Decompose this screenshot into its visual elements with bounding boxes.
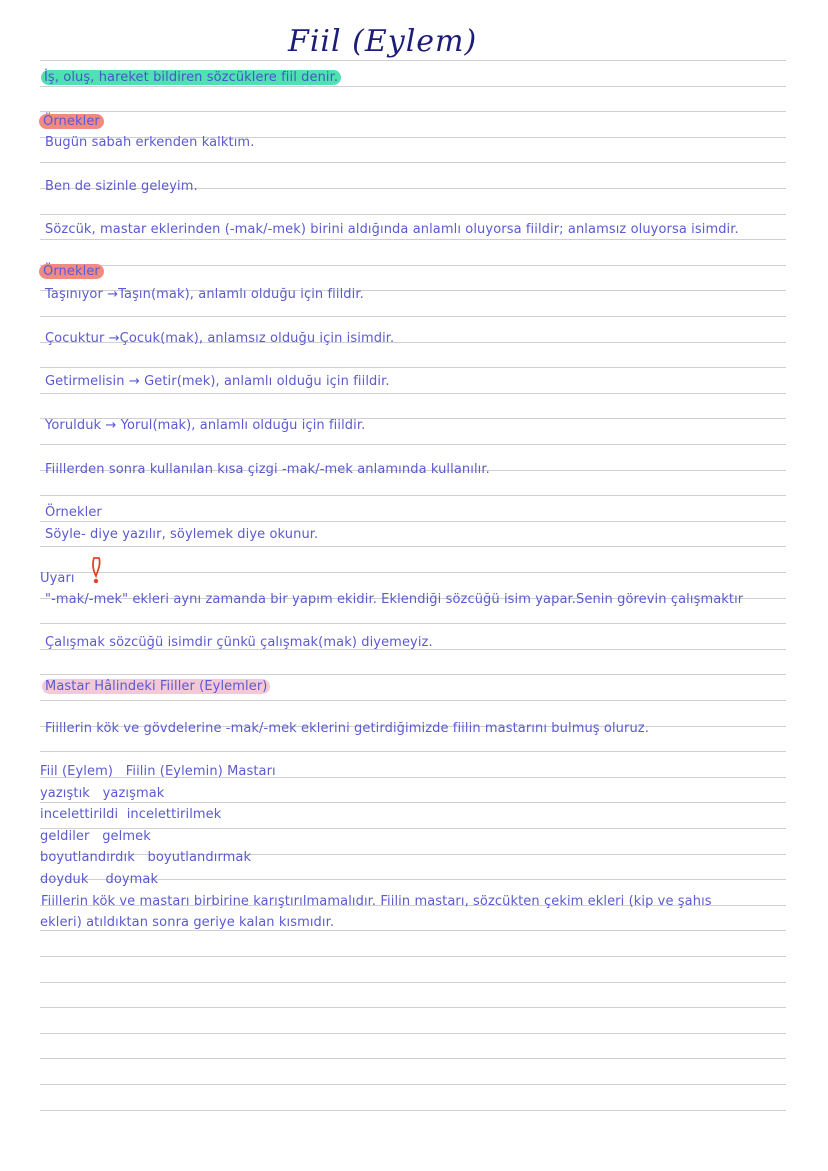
infinitive: incelettirilmek	[126, 807, 222, 822]
header-mastar: Fiilin (Eylemin) Mastarı	[125, 764, 276, 779]
ruled-line	[40, 1110, 786, 1111]
warning-text: "-mak/-mek" ekleri aynı zamanda bir yapım ekidir. Eklendiği sözcüğü isim yapar.Senin görevin çalışmaktır	[45, 592, 744, 607]
verb: yazıştık	[40, 786, 90, 801]
ruled-line	[40, 86, 786, 87]
table-row	[40, 850, 251, 866]
infinitive: yazışmak	[102, 786, 165, 801]
examples-heading-1	[45, 114, 104, 130]
ruled-line	[40, 956, 786, 957]
verb: doyduk	[40, 872, 89, 887]
ruled-line	[40, 393, 786, 394]
heading-text: Örnekler	[39, 264, 104, 279]
infinitive: boyutlandırmak	[147, 850, 252, 865]
heading-text: Mastar Hâlindeki Fiiller (Eylemler)	[42, 679, 270, 694]
ruled-line	[40, 316, 786, 317]
ruled-line	[40, 214, 786, 215]
example-line: Bugün sabah erkenden kalktım.	[45, 135, 255, 150]
table-row	[40, 807, 221, 823]
ruled-line	[40, 521, 786, 522]
warning-label: Uyarı	[40, 571, 75, 586]
ruled-line	[40, 982, 786, 983]
ruled-line	[40, 1007, 786, 1008]
definition-text: İş, oluş, hareket bildiren sözcüklere fiil denir.	[41, 70, 341, 85]
ruled-line	[40, 674, 786, 675]
example-line: Çocuktur →Çocuk(mak), anlamsız olduğu için isimdir.	[45, 331, 395, 346]
ruled-line	[40, 444, 786, 445]
closing-text-2: ekleri) atıldıktan sonra geriye kalan kısmıdır.	[40, 915, 335, 930]
infinitive: doymak	[105, 872, 159, 887]
table-header	[40, 764, 276, 780]
verb: geldiler	[40, 829, 90, 844]
example-line: Söyle- diye yazılır, söylemek diye okunur.	[45, 527, 319, 542]
ruled-line	[40, 623, 786, 624]
table-row	[40, 786, 164, 802]
ruled-line	[40, 700, 786, 701]
examples-heading-2	[45, 264, 104, 280]
ruled-line	[40, 572, 786, 573]
header-fiil: Fiil (Eylem)	[40, 764, 114, 779]
heading-text: Örnekler	[39, 114, 104, 129]
definition	[45, 70, 341, 86]
table-row	[40, 829, 151, 845]
warning-note: Çalışmak sözcüğü isimdir çünkü çalışmak(mak) diyemeyiz.	[45, 635, 433, 650]
dash-note: Fiillerden sonra kullanılan kısa çizgi -mak/-mek anlamında kullanılır.	[45, 462, 490, 477]
ruled-line	[40, 162, 786, 163]
table-row	[40, 872, 158, 888]
infinitive: gelmek	[102, 829, 151, 844]
ruled-line	[40, 367, 786, 368]
ruled-line	[40, 751, 786, 752]
closing-text-1: Fiillerin kök ve mastarı birbirine karıştırılmamalıdır. Fiilin mastarı, sözcükten çekim ekleri (kip ve şahıs	[41, 894, 712, 909]
ruled-line	[40, 495, 786, 496]
example-line: Getirmelisin → Getir(mek), anlamlı olduğu için fiildir.	[45, 374, 390, 389]
examples-heading-3: Örnekler	[45, 505, 102, 520]
ruled-line	[40, 1058, 786, 1059]
ruled-line	[40, 1033, 786, 1034]
ruled-line	[40, 265, 786, 266]
mastar-heading	[45, 679, 270, 695]
exclamation-icon	[89, 556, 105, 586]
ruled-line	[40, 802, 786, 803]
rule-text: Sözcük, mastar eklerinden (-mak/-mek) birini aldığında anlamlı oluyorsa fiildir; anlamsız oluyorsa isimdir.	[45, 222, 739, 237]
mastar-description: Fiillerin kök ve gövdelerine -mak/-mek eklerini getirdiğimizde fiilin mastarını bulmuş oluruz.	[45, 721, 649, 736]
example-line: Ben de sizinle geleyim.	[45, 179, 198, 194]
ruled-line	[40, 546, 786, 547]
example-line: Taşınıyor →Taşın(mak), anlamlı olduğu için fiildir.	[45, 287, 364, 302]
ruled-line	[40, 111, 786, 112]
ruled-line	[40, 60, 786, 61]
ruled-line	[40, 239, 786, 240]
example-line: Yorulduk → Yorul(mak), anlamlı olduğu için fiildir.	[45, 418, 366, 433]
page-title: Fiil (Eylem)	[288, 24, 478, 59]
ruled-line	[40, 828, 786, 829]
verb: boyutlandırdık	[40, 850, 135, 865]
ruled-line	[40, 1084, 786, 1085]
verb: incelettirildi	[40, 807, 119, 822]
